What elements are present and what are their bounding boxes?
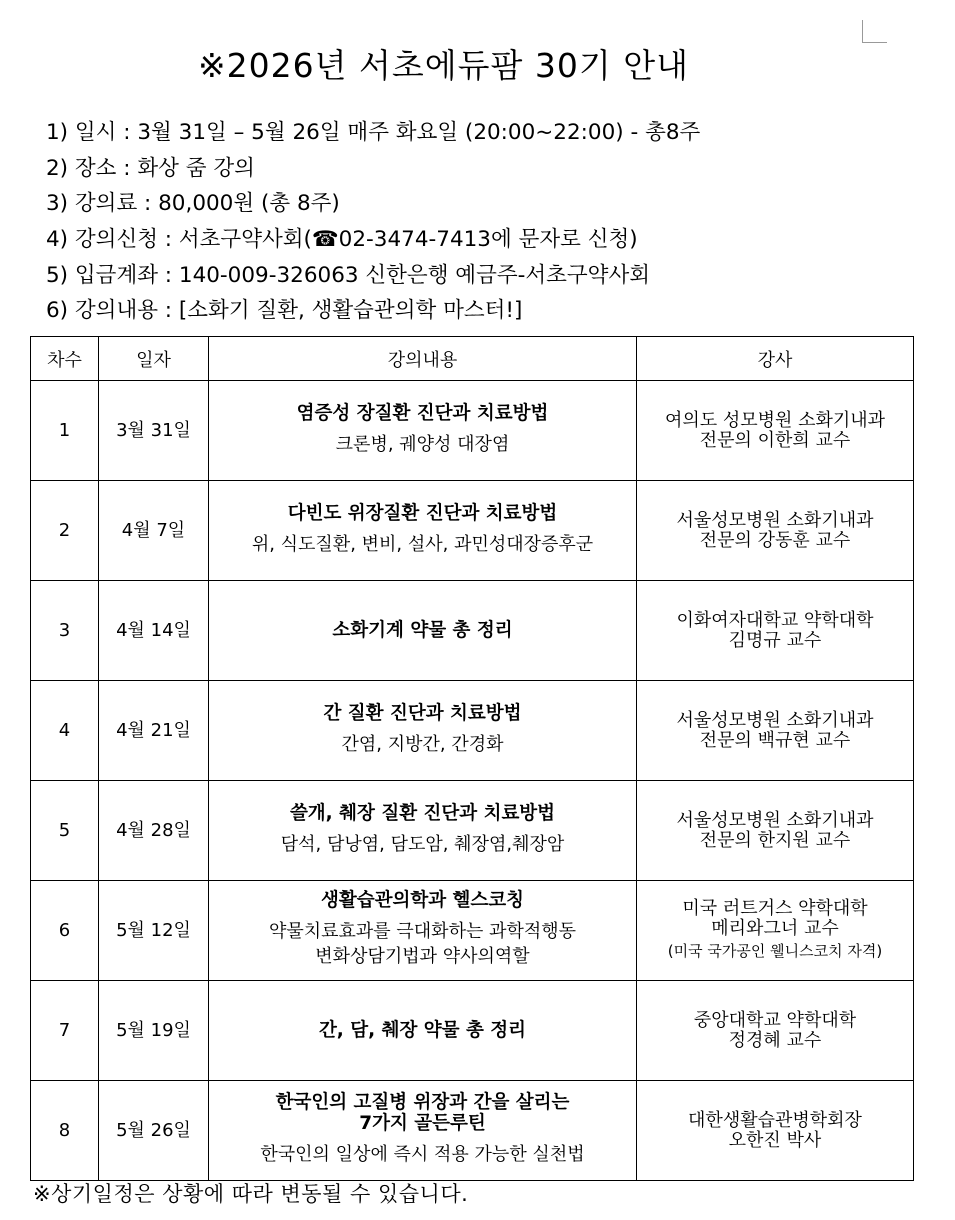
cell-date: 4월 28일 <box>99 781 209 881</box>
cell-date: 4월 21일 <box>99 681 209 781</box>
cell-topic <box>209 781 637 881</box>
topic-detail: 크론병, 궤양성 대장염 <box>335 433 510 455</box>
cell-lecturer <box>637 481 914 581</box>
cell-lecturer <box>637 781 914 881</box>
topic-detail: 간염, 지방간, 간경화 <box>341 733 504 755</box>
table-row <box>31 1081 914 1181</box>
lecturer-affiliation: 대한생활습관병학회장 <box>688 1109 862 1131</box>
cell-date: 5월 19일 <box>99 981 209 1081</box>
cell-lecturer <box>637 1081 914 1181</box>
info-item-content: 6) 강의내용 : [소화기 질환, 생활습관의학 마스터!] <box>46 298 523 324</box>
info-item-account: 5) 입금계좌 : 140-009-326063 신한은행 예금주-서초구약사회 <box>46 262 650 288</box>
cell-lecturer <box>637 581 914 681</box>
topic-title: 간, 담, 췌장 약물 총 정리 <box>318 1020 527 1041</box>
lecturer-affiliation: 여의도 성모병원 소화기내과 <box>664 409 886 431</box>
lecturer-name: 정경혜 교수 <box>728 1029 822 1051</box>
lecturer-affiliation: 미국 러트거스 약학대학 <box>682 897 868 919</box>
cell-no: 5 <box>31 781 99 881</box>
cell-topic <box>209 881 637 981</box>
cell-topic <box>209 681 637 781</box>
schedule-table <box>30 336 914 1181</box>
table-row <box>31 481 914 581</box>
cell-date: 5월 12일 <box>99 881 209 981</box>
topic-detail: 약물치료효과를 극대화하는 과학적행동 <box>268 921 577 942</box>
lecturer-affiliation: 서울성모병원 소화기내과 <box>676 809 874 831</box>
lecturer-name: 전문의 백규현 교수 <box>699 729 851 751</box>
cell-lecturer <box>637 881 914 981</box>
cell-no: 3 <box>31 581 99 681</box>
cell-topic <box>209 581 637 681</box>
cell-date: 5월 26일 <box>99 1081 209 1181</box>
header-no: 차수 <box>31 337 99 381</box>
lecturer-name: 전문의 한지원 교수 <box>699 829 851 851</box>
lecturer-name: 전문의 강동훈 교수 <box>699 529 851 551</box>
cell-topic <box>209 481 637 581</box>
topic-title: 다빈도 위장질환 진단과 치료방법 <box>287 502 558 524</box>
lecturer-name: 오한진 박사 <box>728 1129 822 1151</box>
table-row <box>31 381 914 481</box>
cell-no: 2 <box>31 481 99 581</box>
header-topic: 강의내용 <box>209 337 637 381</box>
lecturer-affiliation: 서울성모병원 소화기내과 <box>676 709 874 731</box>
cell-date: 3월 31일 <box>99 381 209 481</box>
info-list <box>46 115 700 329</box>
lecturer-affiliation: 서울성모병원 소화기내과 <box>676 509 874 531</box>
table-row <box>31 881 914 981</box>
cell-date: 4월 7일 <box>99 481 209 581</box>
lecturer-note: (미국 국가공인 웰니스코치 자격) <box>667 941 883 960</box>
cell-no: 7 <box>31 981 99 1081</box>
topic-title: 쓸개, 췌장 질환 진단과 치료방법 <box>289 802 556 824</box>
lecturer-name: 메리와그너 교수 <box>711 917 839 939</box>
page-corner-mark <box>862 20 887 43</box>
footnote: ※상기일정은 상황에 따라 변동될 수 있습니다. <box>33 1182 469 1206</box>
cell-date: 4월 14일 <box>99 581 209 681</box>
cell-topic <box>209 981 637 1081</box>
topic-title: 생활습관의학과 헬스코칭 <box>320 890 525 911</box>
topic-title: 간 질환 진단과 치료방법 <box>323 702 522 724</box>
topic-title: 소화기계 약물 총 정리 <box>332 620 513 641</box>
cell-lecturer <box>637 381 914 481</box>
topic-detail-2: 변화상담기법과 약사의역할 <box>315 946 530 967</box>
topic-detail: 위, 식도질환, 변비, 설사, 과민성대장증후군 <box>251 533 594 555</box>
cell-lecturer <box>637 681 914 781</box>
info-item-date: 1) 일시 : 3월 31일 – 5월 26일 매주 화요일 (20:00~22:00) - 총8주 <box>46 120 701 145</box>
lecturer-name: 전문의 이한희 교수 <box>699 429 851 451</box>
lecturer-affiliation: 이화여자대학교 약학대학 <box>676 609 874 631</box>
table-row <box>31 781 914 881</box>
table-row <box>31 581 914 681</box>
info-item-application: 4) 강의신청 : 서초구약사회(☎02-3474-7413에 문자로 신청) <box>46 227 638 253</box>
lecturer-affiliation: 중앙대학교 약학대학 <box>693 1009 857 1031</box>
cell-no: 1 <box>31 381 99 481</box>
cell-topic <box>209 381 637 481</box>
lecturer-name: 김명규 교수 <box>728 629 822 651</box>
cell-topic <box>209 1081 637 1181</box>
header-lecturer: 강사 <box>637 337 914 381</box>
page-title: ※2026년 서초에듀팜 30기 안내 <box>198 46 689 85</box>
info-item-fee: 3) 강의료 : 80,000원 (총 8주) <box>46 191 340 217</box>
topic-detail: 한국인의 일상에 즉시 적용 가능한 실천법 <box>260 1144 585 1165</box>
topic-title: 염증성 장질환 진단과 치료방법 <box>296 402 549 424</box>
cell-no: 8 <box>31 1081 99 1181</box>
cell-no: 6 <box>31 881 99 981</box>
cell-lecturer <box>637 981 914 1081</box>
table-row <box>31 981 914 1081</box>
table-row <box>31 681 914 781</box>
cell-no: 4 <box>31 681 99 781</box>
info-item-place: 2) 장소 : 화상 줌 강의 <box>46 155 255 181</box>
topic-title: 한국인의 고질병 위장과 간을 살리는 7가지 골든루틴 <box>275 1092 570 1134</box>
table-header-row <box>31 337 914 381</box>
header-date: 일자 <box>99 337 209 381</box>
topic-detail: 담석, 담낭염, 담도암, 췌장염,췌장암 <box>280 833 565 855</box>
